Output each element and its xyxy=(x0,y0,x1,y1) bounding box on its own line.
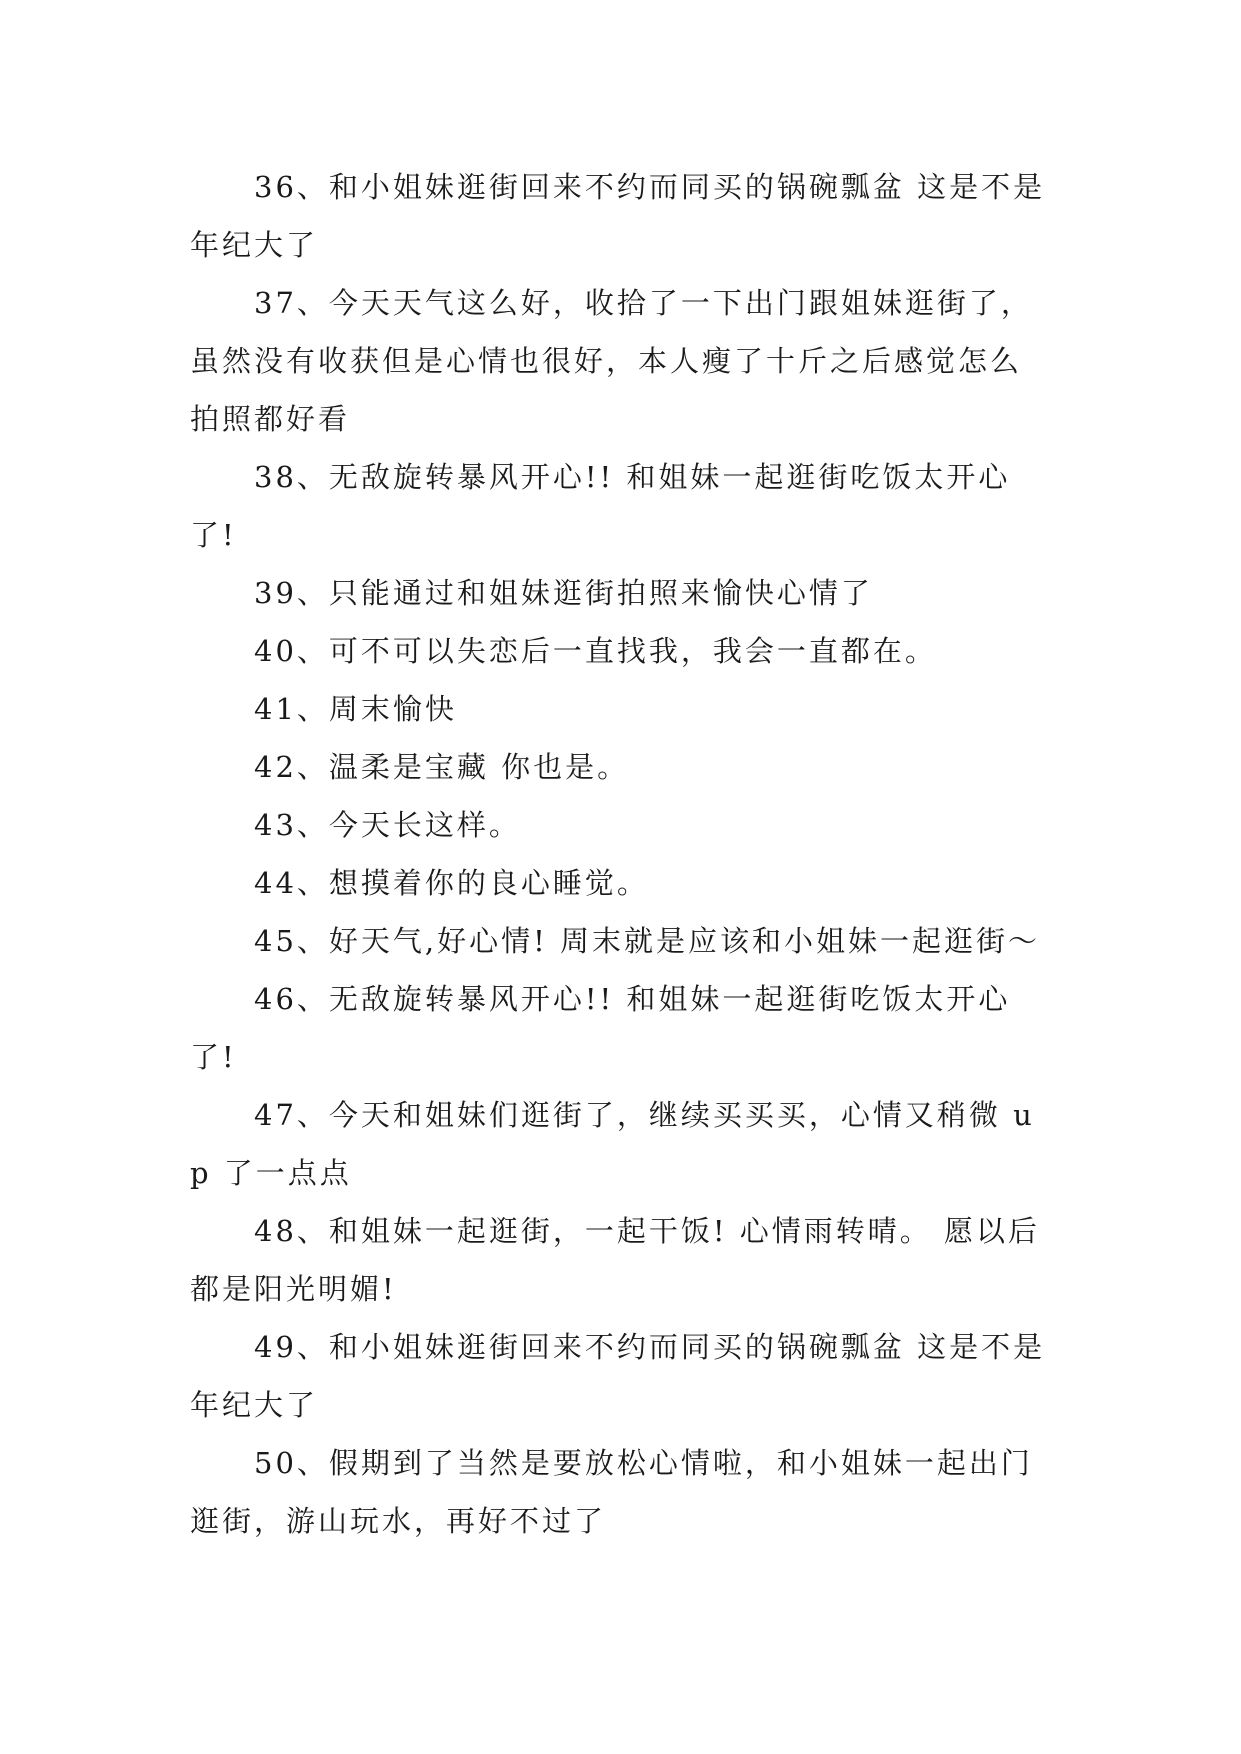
paragraph-42: 42、温柔是宝藏 你也是。 xyxy=(254,750,630,784)
paragraph-48: 48、和姐妹一起逛街，一起干饭! 心情雨转晴。 愿以后都是阳光明媚! xyxy=(190,1214,1040,1306)
paragraph-50: 50、假期到了当然是要放松心情啦，和小姐妹一起出门逛街，游山玩水，再好不过了 xyxy=(190,1446,1033,1538)
paragraph-47: 47、今天和姐妹们逛街了，继续买买买，心情又稍微 up 了一点点 xyxy=(190,1098,1035,1190)
paragraph-45: 45、好天气,好心情! 周末就是应该和小姐妹一起逛街～ xyxy=(254,924,1040,958)
paragraph-46: 46、无敌旋转暴风开心!! 和姐妹一起逛街吃饭太开心了! xyxy=(190,982,1011,1074)
paragraph-44: 44、想摸着你的良心睡觉。 xyxy=(254,866,649,900)
paragraph-37: 37、今天天气这么好，收拾了一下出门跟姐妹逛街了，虽然没有收获但是心情也很好，本人瘦了十斤之后感觉怎么拍照都好看 xyxy=(190,286,1033,436)
paragraph-41: 41、周末愉快 xyxy=(254,692,457,726)
paragraph-38: 38、无敌旋转暴风开心!! 和姐妹一起逛街吃饭太开心了! xyxy=(190,460,1011,552)
paragraph-36: 36、和小姐妹逛街回来不约而同买的锅碗瓢盆 这是不是年纪大了 xyxy=(190,170,1046,262)
document-body xyxy=(190,158,1052,1550)
paragraph-40: 40、可不可以失恋后一直找我，我会一直都在。 xyxy=(254,634,937,668)
paragraph-43: 43、今天长这样。 xyxy=(254,808,521,842)
paragraph-39: 39、只能通过和姐妹逛街拍照来愉快心情了 xyxy=(254,576,873,610)
paragraph-49: 49、和小姐妹逛街回来不约而同买的锅碗瓢盆 这是不是年纪大了 xyxy=(190,1330,1046,1422)
